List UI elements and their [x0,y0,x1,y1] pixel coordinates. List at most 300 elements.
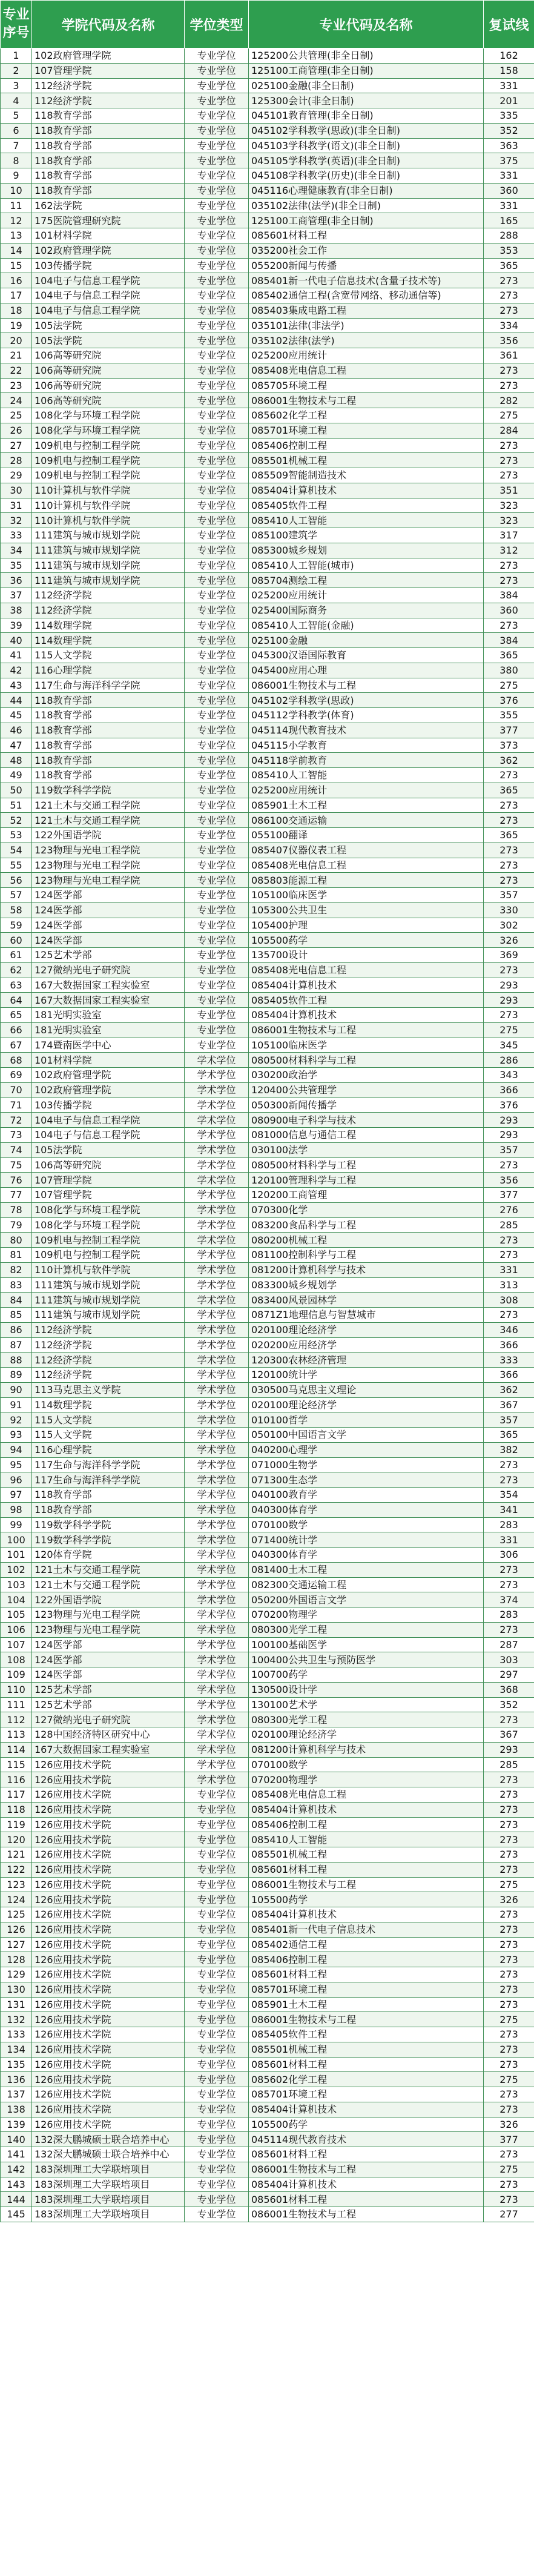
cell-degree-type: 学术学位 [185,1608,249,1623]
cell-major: 085704测绘工程 [249,573,484,588]
cell-major: 035102法律(法学) [249,333,484,348]
cell-college: 126应用技术学院 [32,1982,185,1997]
cell-degree-type: 专业学位 [185,1817,249,1832]
cell-major: 080300光学工程 [249,1622,484,1637]
cell-seq: 34 [1,543,32,558]
cell-seq: 23 [1,378,32,393]
cell-college: 126应用技术学院 [32,2117,185,2132]
cell-degree-type: 专业学位 [185,588,249,603]
cell-degree-type: 专业学位 [185,1877,249,1892]
table-row [1,768,534,783]
header-seq-line2: 序号 [2,25,30,41]
table-row [1,78,534,93]
cell-cutoff: 352 [484,1697,534,1712]
cell-college: 115人文学院 [32,1412,185,1428]
cell-major: 070200物理学 [249,1608,484,1623]
table-row [1,393,534,408]
cell-college: 111建筑与城市规划学院 [32,1293,185,1308]
cell-major: 105500药学 [249,933,484,948]
cell-major: 085701环境工程 [249,2087,484,2102]
cell-seq: 80 [1,1233,32,1248]
cell-cutoff: 306 [484,1548,534,1563]
table-row [1,1233,534,1248]
cell-major: 085404计算机技术 [249,1008,484,1023]
cell-seq: 103 [1,1577,32,1592]
cell-seq: 83 [1,1277,32,1293]
cell-college: 118教育学部 [32,1502,185,1517]
cell-major: 085601材料工程 [249,228,484,243]
cell-degree-type: 专业学位 [185,2177,249,2192]
table-row [1,1502,534,1517]
cell-seq: 97 [1,1488,32,1503]
cell-seq: 9 [1,168,32,184]
cell-degree-type: 专业学位 [185,468,249,483]
cell-major: 085402通信工程(含宽带网络、移动通信等) [249,288,484,303]
cell-degree-type: 专业学位 [185,1907,249,1922]
cell-seq: 99 [1,1517,32,1532]
cell-major: 080300光学工程 [249,1712,484,1727]
cell-college: 102政府管理学院 [32,1082,185,1098]
cell-degree-type: 学术学位 [185,1548,249,1563]
cell-cutoff: 331 [484,1532,534,1548]
cell-cutoff: 351 [484,483,534,498]
cell-major: 085410人工智能 [249,1832,484,1847]
cell-major: 085501机械工程 [249,2042,484,2057]
table-row [1,2087,534,2102]
cell-seq: 10 [1,183,32,198]
table-row [1,993,534,1008]
cell-cutoff: 273 [484,1832,534,1847]
cell-degree-type: 专业学位 [185,303,249,318]
cell-seq: 51 [1,798,32,813]
table-row [1,2102,534,2117]
cell-seq: 70 [1,1082,32,1098]
table-row [1,1308,534,1323]
cell-college: 183深圳理工大学联培项目 [32,2207,185,2222]
cell-major: 085501机械工程 [249,453,484,468]
cell-major: 071400统计学 [249,1532,484,1548]
cell-major: 085406控制工程 [249,438,484,453]
cell-seq: 62 [1,962,32,978]
cell-degree-type: 学术学位 [185,1532,249,1548]
table-row [1,1937,534,1952]
table-row [1,1562,534,1577]
table-row [1,1428,534,1443]
cell-cutoff: 293 [484,978,534,993]
cell-degree-type: 专业学位 [185,918,249,933]
cell-cutoff: 377 [484,723,534,738]
cell-degree-type: 专业学位 [185,1802,249,1817]
table-row [1,2162,534,2177]
cell-college: 111建筑与城市规划学院 [32,558,185,573]
cell-major: 135700设计 [249,948,484,963]
cell-degree-type: 专业学位 [185,1022,249,1038]
cell-college: 121土木与交通工程学院 [32,813,185,828]
cell-seq: 13 [1,228,32,243]
table-row [1,1262,534,1277]
cell-college: 114数理学院 [32,1397,185,1412]
cell-degree-type: 学术学位 [185,1157,249,1173]
cell-college: 121土木与交通工程学院 [32,1577,185,1592]
table-row [1,1082,534,1098]
cell-seq: 132 [1,2012,32,2027]
cell-college: 175医院管理研究院 [32,213,185,228]
cell-cutoff: 273 [484,558,534,573]
cell-cutoff: 275 [484,1877,534,1892]
cell-degree-type: 专业学位 [185,198,249,213]
cell-degree-type: 学术学位 [185,1098,249,1113]
cell-seq: 137 [1,2087,32,2102]
cell-college: 112经济学院 [32,93,185,108]
cell-seq: 28 [1,453,32,468]
cell-degree-type: 专业学位 [185,363,249,378]
table-row [1,918,534,933]
table-row [1,2057,534,2072]
cell-degree-type: 学术学位 [185,1053,249,1068]
cell-major: 045118学前教育 [249,753,484,768]
cell-degree-type: 专业学位 [185,453,249,468]
cell-cutoff: 283 [484,1608,534,1623]
cell-degree-type: 专业学位 [185,438,249,453]
table-row [1,243,534,258]
cell-cutoff: 355 [484,708,534,723]
cell-degree-type: 专业学位 [185,962,249,978]
cell-major: 085405软件工程 [249,2027,484,2042]
cell-college: 111建筑与城市规划学院 [32,573,185,588]
cell-degree-type: 学术学位 [185,1652,249,1667]
cell-degree-type: 专业学位 [185,138,249,153]
cell-college: 109机电与控制工程学院 [32,438,185,453]
cell-degree-type: 专业学位 [185,738,249,753]
cell-degree-type: 专业学位 [185,2042,249,2057]
cell-college: 126应用技术学院 [32,1802,185,1817]
cell-seq: 44 [1,693,32,708]
cell-degree-type: 专业学位 [185,1862,249,1877]
cell-degree-type: 专业学位 [185,1967,249,1982]
cell-seq: 46 [1,723,32,738]
cell-cutoff: 273 [484,1817,534,1832]
cell-seq: 4 [1,93,32,108]
cell-cutoff: 293 [484,1742,534,1757]
cell-college: 126应用技术学院 [32,2042,185,2057]
cell-cutoff: 331 [484,78,534,93]
cell-major: 086001生物技术与工程 [249,678,484,693]
cell-cutoff: 273 [484,768,534,783]
cell-college: 117生命与海洋科学学院 [32,678,185,693]
table-row [1,1637,534,1652]
cell-degree-type: 专业学位 [185,618,249,633]
cell-degree-type: 学术学位 [185,1068,249,1083]
cell-seq: 143 [1,2177,32,2192]
cell-seq: 54 [1,843,32,858]
cell-college: 132深大鹏城硕士联合培养中心 [32,2147,185,2162]
cell-cutoff: 273 [484,378,534,393]
cell-college: 125艺术学部 [32,1697,185,1712]
cell-major: 085406控制工程 [249,1952,484,1967]
cell-college: 102政府管理学院 [32,243,185,258]
cell-major: 085601材料工程 [249,2147,484,2162]
table-row [1,423,534,438]
cell-major: 086001生物技术与工程 [249,2162,484,2177]
cell-degree-type: 学术学位 [185,1382,249,1397]
cell-cutoff: 365 [484,258,534,273]
cell-college: 108化学与环境工程学院 [32,1202,185,1217]
cell-cutoff: 273 [484,1008,534,1023]
cell-cutoff: 286 [484,1053,534,1068]
cell-major: 085406控制工程 [249,1817,484,1832]
cell-cutoff: 331 [484,168,534,184]
cell-seq: 88 [1,1353,32,1368]
cell-cutoff: 343 [484,1068,534,1083]
cell-cutoff: 273 [484,1982,534,1997]
table-row [1,303,534,318]
cell-cutoff: 287 [484,1637,534,1652]
cell-seq: 31 [1,498,32,513]
cell-cutoff: 365 [484,783,534,798]
cell-major: 0871Z1地理信息与智慧城市 [249,1308,484,1323]
table-row [1,693,534,708]
cell-major: 030100法学 [249,1142,484,1157]
cell-degree-type: 学术学位 [185,1502,249,1517]
cell-cutoff: 158 [484,63,534,78]
cell-major: 045400应用心理 [249,663,484,678]
cell-seq: 95 [1,1457,32,1472]
cell-seq: 86 [1,1322,32,1337]
cell-college: 109机电与控制工程学院 [32,453,185,468]
cell-cutoff: 377 [484,2132,534,2147]
cell-cutoff: 273 [484,2192,534,2207]
cell-college: 118教育学部 [32,138,185,153]
cell-cutoff: 293 [484,1128,534,1143]
table-row [1,2117,534,2132]
cell-major: 055100翻译 [249,828,484,843]
cell-degree-type: 专业学位 [185,483,249,498]
cell-major: 020100理论经济学 [249,1322,484,1337]
cell-degree-type: 学术学位 [185,1173,249,1188]
cell-degree-type: 学术学位 [185,1397,249,1412]
cell-cutoff: 377 [484,1188,534,1203]
cell-cutoff: 275 [484,2162,534,2177]
cell-cutoff: 273 [484,1922,534,1937]
cell-seq: 75 [1,1157,32,1173]
cell-college: 102政府管理学院 [32,48,185,64]
table-row [1,1053,534,1068]
cell-degree-type: 学术学位 [185,1637,249,1652]
cell-degree-type: 专业学位 [185,228,249,243]
cell-major: 085404计算机技术 [249,2102,484,2117]
cell-college: 119数学科学学院 [32,1532,185,1548]
cell-degree-type: 专业学位 [185,243,249,258]
cell-major: 085601材料工程 [249,1967,484,1982]
cell-degree-type: 学术学位 [185,1217,249,1233]
cell-seq: 145 [1,2207,32,2222]
cell-cutoff: 273 [484,468,534,483]
table-row [1,1128,534,1143]
cell-college: 104电子与信息工程学院 [32,288,185,303]
cell-cutoff: 275 [484,408,534,423]
cell-major: 130100艺术学 [249,1697,484,1712]
cell-college: 110计算机与软件学院 [32,513,185,528]
cell-major: 045102学科教学(思政) [249,693,484,708]
cell-college: 183深圳理工大学联培项目 [32,2162,185,2177]
cell-seq: 87 [1,1337,32,1353]
cell-college: 183深圳理工大学联培项目 [32,2177,185,2192]
cell-college: 109机电与控制工程学院 [32,468,185,483]
cell-seq: 125 [1,1907,32,1922]
table-row [1,588,534,603]
cell-major: 071300生态学 [249,1472,484,1488]
cell-seq: 20 [1,333,32,348]
cell-college: 123物理与光电工程学院 [32,858,185,873]
cell-major: 085601材料工程 [249,2192,484,2207]
cell-college: 125艺术学部 [32,1682,185,1697]
cell-cutoff: 273 [484,573,534,588]
cell-cutoff: 357 [484,1412,534,1428]
table-row [1,1757,534,1772]
cell-seq: 121 [1,1847,32,1862]
cell-major: 085705环境工程 [249,378,484,393]
table-row [1,273,534,288]
cell-college: 181光明实验室 [32,1008,185,1023]
cell-major: 030200政治学 [249,1068,484,1083]
cell-major: 081400土木工程 [249,1562,484,1577]
cell-major: 045114现代教育技术 [249,723,484,738]
cell-major: 071000生物学 [249,1457,484,1472]
cell-degree-type: 专业学位 [185,93,249,108]
cell-degree-type: 专业学位 [185,633,249,648]
cell-major: 025200应用统计 [249,588,484,603]
table-row [1,1727,534,1743]
cell-seq: 124 [1,1892,32,1907]
cell-major: 085901土木工程 [249,1997,484,2012]
cell-seq: 135 [1,2057,32,2072]
cell-major: 105400护理 [249,918,484,933]
cell-cutoff: 354 [484,1488,534,1503]
cell-seq: 102 [1,1562,32,1577]
table-row [1,333,534,348]
table-row [1,633,534,648]
cell-degree-type: 学术学位 [185,1757,249,1772]
cell-seq: 5 [1,108,32,124]
table-row [1,888,534,903]
table-row [1,573,534,588]
cell-cutoff: 335 [484,108,534,124]
cell-major: 085509智能制造技术 [249,468,484,483]
cell-degree-type: 专业学位 [185,933,249,948]
cell-major: 045103学科教学(语文)(非全日制) [249,138,484,153]
table-row [1,1997,534,2012]
table-row [1,2192,534,2207]
cell-seq: 8 [1,153,32,168]
cell-seq: 116 [1,1772,32,1787]
cell-college: 126应用技术学院 [32,1997,185,2012]
cell-major: 020200应用经济学 [249,1337,484,1353]
cell-cutoff: 323 [484,513,534,528]
cell-major: 085401新一代电子信息技术 [249,1922,484,1937]
cell-college: 126应用技术学院 [32,1952,185,1967]
cell-cutoff: 326 [484,1892,534,1907]
cell-degree-type: 专业学位 [185,78,249,93]
cell-cutoff: 273 [484,1248,534,1263]
cell-cutoff: 382 [484,1442,534,1457]
cell-seq: 24 [1,393,32,408]
cell-college: 124医学部 [32,1637,185,1652]
cell-major: 040100教育学 [249,1488,484,1503]
cell-major: 086001生物技术与工程 [249,1877,484,1892]
cell-cutoff: 273 [484,798,534,813]
table-row [1,1712,534,1727]
cell-cutoff: 362 [484,1382,534,1397]
cell-major: 085410人工智能 [249,513,484,528]
cell-seq: 84 [1,1293,32,1308]
cell-college: 108化学与环境工程学院 [32,408,185,423]
cell-college: 126应用技术学院 [32,1877,185,1892]
cell-cutoff: 375 [484,153,534,168]
cell-seq: 48 [1,753,32,768]
cell-college: 123物理与光电工程学院 [32,843,185,858]
cell-seq: 39 [1,618,32,633]
cell-college: 101材料学院 [32,228,185,243]
cell-cutoff: 273 [484,1622,534,1637]
cell-college: 103传播学院 [32,258,185,273]
cell-major: 085404计算机技术 [249,978,484,993]
cell-major: 080900电子科学与技术 [249,1113,484,1128]
cell-college: 112经济学院 [32,1353,185,1368]
cell-degree-type: 专业学位 [185,768,249,783]
cell-seq: 50 [1,783,32,798]
cell-seq: 139 [1,2117,32,2132]
cell-cutoff: 273 [484,1997,534,2012]
cell-seq: 43 [1,678,32,693]
cell-college: 106高等研究院 [32,393,185,408]
cell-major: 020100理论经济学 [249,1727,484,1743]
cell-college: 126应用技术学院 [32,2102,185,2117]
cell-seq: 22 [1,363,32,378]
cell-cutoff: 288 [484,228,534,243]
cell-college: 128中国经济特区研究中心 [32,1727,185,1743]
cell-seq: 11 [1,198,32,213]
cell-major: 045114现代教育技术 [249,2132,484,2147]
table-row [1,513,534,528]
cell-degree-type: 专业学位 [185,333,249,348]
cell-degree-type: 专业学位 [185,663,249,678]
cell-cutoff: 384 [484,633,534,648]
cell-major: 020100理论经济学 [249,1397,484,1412]
cell-cutoff: 293 [484,1113,534,1128]
cell-college: 124医学部 [32,888,185,903]
table-row [1,663,534,678]
cell-seq: 108 [1,1652,32,1667]
cell-major: 025200应用统计 [249,783,484,798]
cell-major: 120300农林经济管理 [249,1353,484,1368]
cell-degree-type: 专业学位 [185,1847,249,1862]
cell-college: 126应用技术学院 [32,2027,185,2042]
table-row [1,1322,534,1337]
cell-degree-type: 专业学位 [185,2087,249,2102]
cell-major: 050300新闻传播学 [249,1098,484,1113]
cell-major: 083400风景园林学 [249,1293,484,1308]
cell-college: 112经济学院 [32,1368,185,1383]
table-row [1,153,534,168]
cell-seq: 81 [1,1248,32,1263]
table-row [1,1293,534,1308]
cell-major: 085410人工智能 [249,768,484,783]
cell-major: 070300化学 [249,1202,484,1217]
cell-college: 107管理学院 [32,1188,185,1203]
table-row [1,363,534,378]
cell-major: 085901土木工程 [249,798,484,813]
cell-degree-type: 专业学位 [185,528,249,543]
